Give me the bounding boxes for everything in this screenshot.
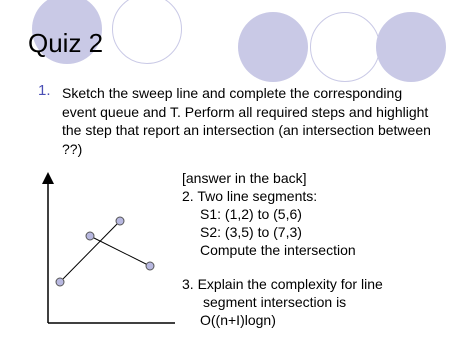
segment-line-1 [60, 221, 120, 282]
segment-endpoint-4 [146, 262, 154, 270]
decor-circle-5 [376, 12, 446, 82]
question-3-line-2: segment intersection is [203, 294, 347, 310]
question-3-line-1: 3. Explain the complexity for line [182, 276, 383, 292]
decor-circle-2 [112, 0, 182, 64]
question-1-text: Sketch the sweep line and complete the corresponding event queue and T. Perform all required steps and highlight the step that report an intersection (an intersection between ??) [62, 85, 431, 157]
segment-s2: S2: (3,5) to (7,3) [200, 224, 302, 240]
question-1-number: 1. [38, 82, 51, 99]
segment-endpoint-1 [56, 278, 64, 286]
question-2-heading: 2. Two line segments: [182, 188, 318, 204]
segment-endpoint-2 [116, 217, 124, 225]
decor-circle-4 [310, 12, 380, 82]
segment-s1: S1: (1,2) to (5,6) [200, 206, 302, 222]
segment-endpoint-3 [86, 232, 94, 240]
decor-circle-3 [238, 12, 308, 82]
compute-instruction: Compute the intersection [200, 242, 356, 258]
answer-note: [answer in the back] [182, 170, 307, 186]
slide-title: Quiz 2 [28, 28, 104, 58]
sweep-line-diagram [30, 168, 180, 328]
question-3-line-3: O((n+I)logn) [200, 312, 276, 328]
segment-line-2 [90, 236, 150, 266]
